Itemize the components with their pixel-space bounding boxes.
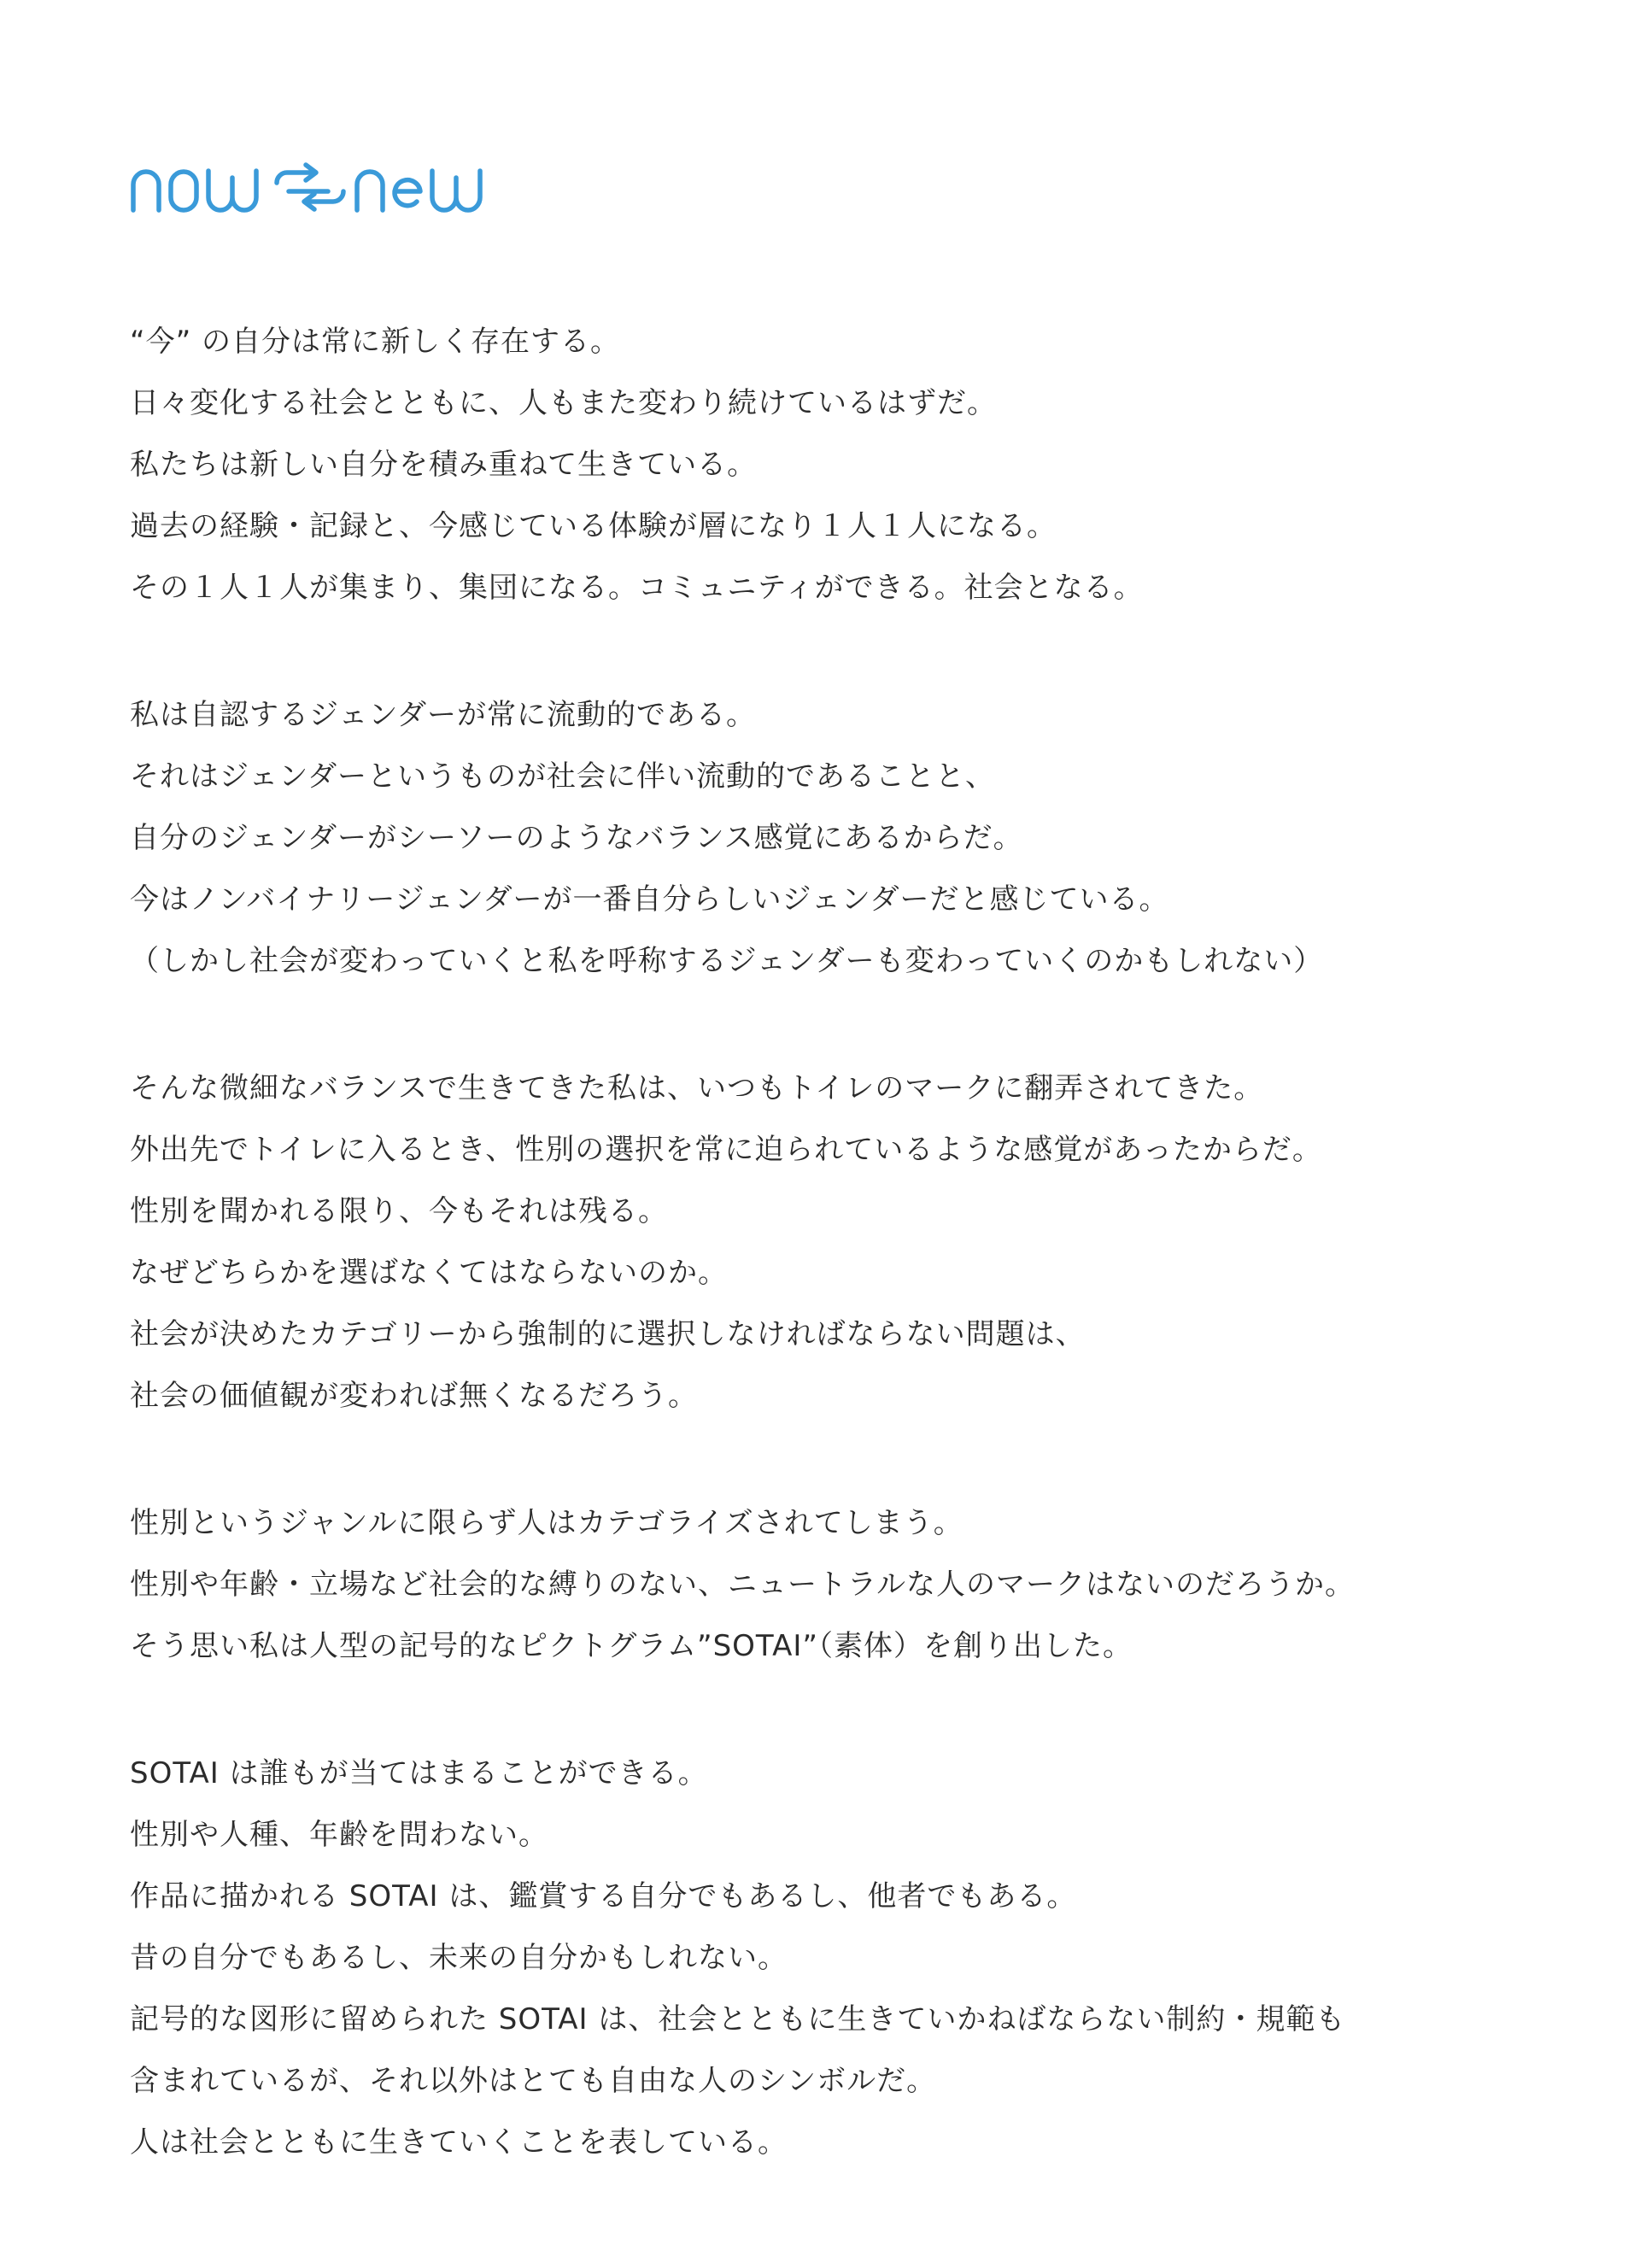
text-line: そんな微細なバランスで生きてきた私は、いつもトイレのマークに翻弄されてきた。 [130, 1071, 1264, 1105]
text-line: “今” の自分は常に新しく存在する。 [130, 325, 621, 359]
text-line: その１人１人が集まり、集団になる。コミュニティができる。社会となる。 [130, 571, 1144, 605]
text-line: 社会の価値観が変われば無くなるだろう。 [130, 1379, 698, 1413]
text-line: そう思い私は人型の記号的なピクトグラム”SOTAI”（素体）を創り出した。 [130, 1629, 1133, 1663]
text-line: 作品に描かれる SOTAI は、鑑賞する自分でもあるし、他者でもある。 [130, 1879, 1077, 1913]
text-line: 私たちは新しい自分を積み重ねて生きている。 [130, 448, 758, 482]
now-new-logo [130, 159, 489, 215]
text-line: 今はノンバイナリージェンダーが一番自分らしいジェンダーだと感じている。 [130, 882, 1169, 917]
text-line: 社会が決めたカテゴリーから強制的に選択しなければならない問題は、 [130, 1317, 1086, 1351]
text-line: 外出先でトイレに入るとき、性別の選択を常に迫られているような感覚があったからだ。 [130, 1133, 1322, 1167]
text-line: 人は社会とともに生きていくことを表している。 [130, 2125, 788, 2160]
text-line: それはジェンダーというものが社会に伴い流動的であることと、 [130, 759, 995, 794]
artist-statement [130, 311, 1599, 2173]
text-line: 記号的な図形に留められた SOTAI は、社会とともに生きていかねばならない制約・規範も [130, 2002, 1346, 2037]
text-line: 私は自認するジェンダーが常に流動的である。 [130, 698, 756, 732]
text-line: 過去の経験・記録と、今感じている体験が層になり１人１人になる。 [130, 509, 1057, 543]
paragraph-5 [130, 1743, 1599, 2173]
text-line: 昔の自分でもあるし、未来の自分かもしれない。 [130, 1941, 788, 1975]
text-line: 含まれているが、それ以外はとても自由な人のシンボルだ。 [130, 2064, 937, 2098]
text-line: 性別というジャンルに限らず人はカテゴライズされてしまう。 [130, 1506, 964, 1540]
paragraph-2 [130, 684, 1599, 992]
text-line: なぜどちらかを選ばなくてはならないのか。 [130, 1256, 728, 1290]
paragraph-4 [130, 1492, 1599, 1677]
text-line: （しかし社会が変わっていくと私を呼称するジェンダーも変わっていくのかもしれない） [130, 944, 1324, 978]
text-line: 自分のジェンダーがシーソーのようなバランス感覚にあるからだ。 [130, 821, 1023, 855]
text-line: 性別を聞かれる限り、今もそれは残る。 [130, 1194, 668, 1228]
paragraph-1 [130, 311, 1599, 618]
paragraph-3 [130, 1058, 1599, 1427]
text-line: 性別や人種、年齢を問わない。 [130, 1818, 548, 1852]
text-line: 性別や年齢・立場など社会的な縛りのない、ニュートラルな人のマークはないのだろうか。 [130, 1568, 1355, 1602]
text-line: 日々変化する社会とともに、人もまた変わり続けているはずだ。 [130, 386, 997, 420]
now-new-logo-graphic [130, 159, 489, 215]
text-line: SOTAI は誰もが当てはまることができる。 [130, 1756, 708, 1790]
